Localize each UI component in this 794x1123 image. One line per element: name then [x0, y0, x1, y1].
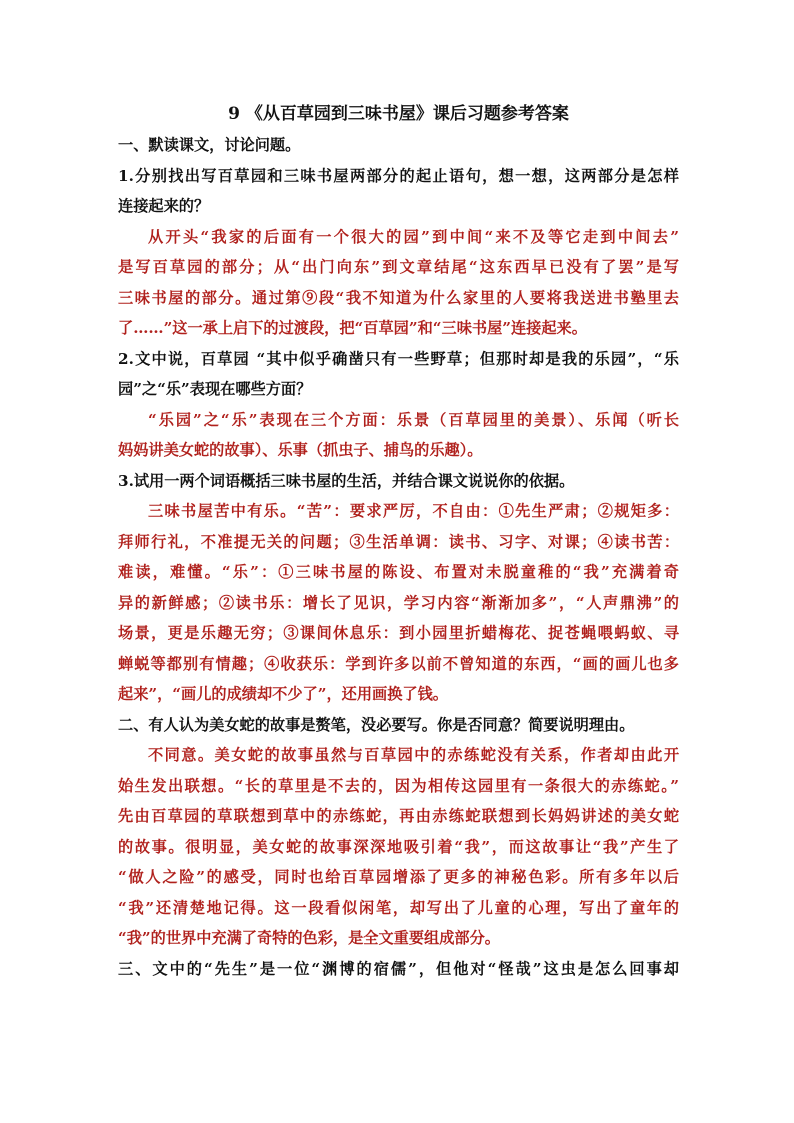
answer-line: “我”还清楚地记得。这一段看似闲笔，却写出了儿童的心理，写出了童年的: [118, 898, 679, 917]
question-line: 1.分别找出写百草园和三味书屋两部分的起止语句，想一想，这两部分是怎样: [118, 166, 679, 185]
answer-line: 拜师行礼，不准提无关的问题；③生活单调：读书、习字、对课；④读书苦：: [118, 532, 679, 551]
answer-line: 了……”这一承上启下的过渡段，把“百草园”和“三味书屋”连接起来。: [118, 319, 587, 337]
answer-line: 不同意。美女蛇的故事虽然与百草园中的赤练蛇没有关系，作者却由此开: [148, 746, 679, 764]
question-line: 三、文中的“先生”是一位“渊博的宿儒”，但他对“怪哉”这虫是怎么回事却: [118, 959, 679, 978]
answer-line: “做人之险”的感受，同时也给百草园增添了更多的神秘色彩。所有多年以后: [118, 868, 679, 886]
answer-line: 先由百草园的草联想到草中的赤练蛇，再由赤练蛇联想到长妈妈讲述的美女蛇: [118, 807, 679, 825]
question-line: 连接起来的？: [118, 197, 210, 215]
question-line: 2.文中说，百草园 “其中似乎确凿只有一些野草；但那时却是我的乐园”，“乐: [118, 349, 679, 368]
answer-line: 从开头“我家的后面有一个很大的园”到中间“来不及等它走到中间去”: [148, 227, 679, 246]
question-line: 3.试用一两个词语概括三味书屋的生活，并结合课文说说你的依据。: [118, 471, 575, 490]
question-line: 园”之“乐”表现在哪些方面？: [118, 380, 312, 398]
answer-line: 场景，更是乐趣无穷；③课间休息乐：到小园里折蜡梅花、捉苍蝇喂蚂蚁、寻: [118, 624, 679, 642]
answer-line: 是写百草园的部分；从“出门向东”到文章结尾“这东西早已没有了罢”是写: [118, 258, 679, 276]
answer-line: 三味书屋苦中有乐。“苦”：要求严厉，不自由：①先生严肃；②规矩多：: [148, 502, 679, 520]
answer-line: “乐园”之“乐”表现在三个方面：乐景（百草园里的美景）、乐闻（听长: [148, 410, 679, 429]
answer-line: 起来”，“画儿的成绩却不少了”，还用画换了钱。: [118, 685, 448, 703]
answer-line: 始生发出联想。“长的草里是不去的，因为相传这园里有一条很大的赤练蛇。”: [118, 776, 679, 795]
answer-line: 难读，难懂。“乐”：①三味书屋的陈设、布置对未脱童稚的“我”充满着奇: [118, 563, 679, 581]
answer-line: 的故事。很明显，美女蛇的故事深深地吸引着“我”，而这故事让“我”产生了: [118, 837, 679, 856]
answer-line: 异的新鲜感；②读书乐：增长了见识，学习内容“渐渐加多”，“人声鼎沸”的: [118, 593, 679, 612]
question-line: 二、有人认为美女蛇的故事是赘笔，没必要写。你是否同意？简要说明理由。: [118, 715, 635, 734]
answer-line: 妈妈讲美女蛇的故事）、乐事（抓虫子、捕鸟的乐趣）。: [118, 441, 483, 459]
answer-line: 蝉蜕等都别有情趣；④收获乐：学到许多以前不曾知道的东西，“画的画儿也多: [118, 654, 679, 673]
document-body: [118, 130, 679, 984]
answer-line: 三味书屋的部分。通过第⑨段“我不知道为什么家里的人要将我送进书塾里去: [118, 288, 679, 307]
answer-line: “我”的世界中充满了奇特的色彩，是全文重要组成部分。: [118, 929, 500, 947]
page-title: 9 《从百草园到三味书屋》课后习题参考答案: [228, 104, 569, 124]
question-line: 一、默读课文，讨论问题。: [118, 136, 301, 154]
